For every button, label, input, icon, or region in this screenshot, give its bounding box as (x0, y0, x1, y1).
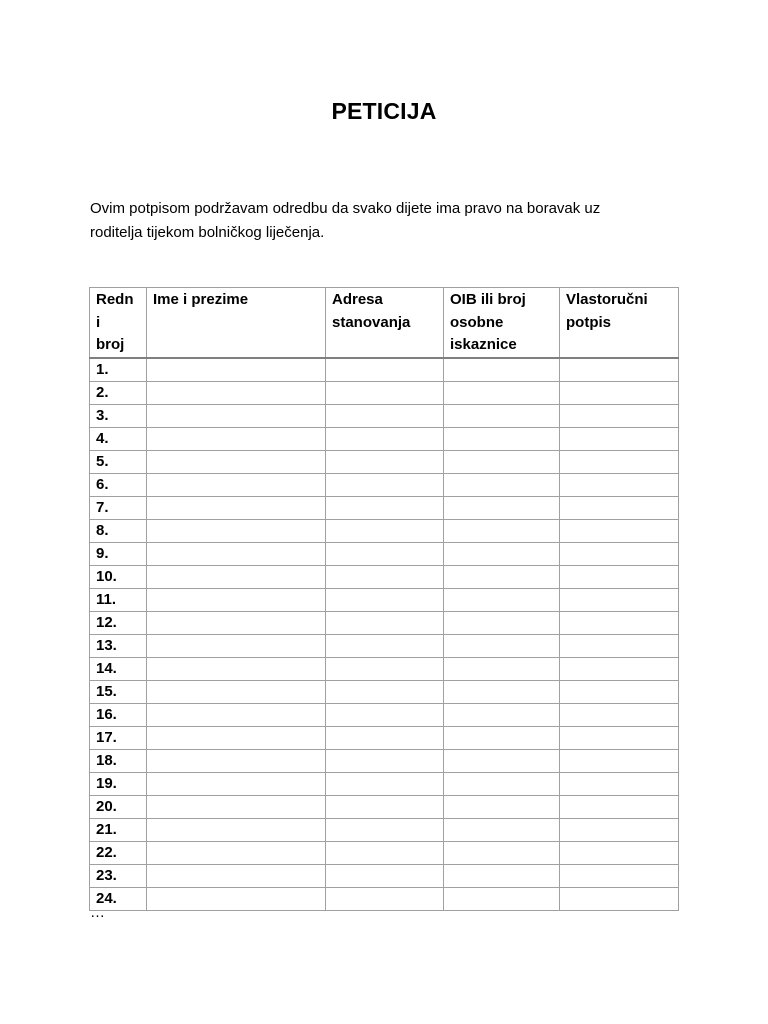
row-number: 9. (90, 542, 147, 565)
oib-cell (444, 680, 560, 703)
ime-i-prezime-cell (147, 726, 326, 749)
table-row (90, 818, 679, 841)
row-number: 23. (90, 864, 147, 887)
potpis-cell (560, 565, 679, 588)
table-row (90, 680, 679, 703)
potpis-cell (560, 749, 679, 772)
adresa-cell (326, 680, 444, 703)
header-ime-i-prezime (147, 288, 326, 358)
row-number: 14. (90, 657, 147, 680)
adresa-cell (326, 726, 444, 749)
ime-i-prezime-cell (147, 519, 326, 542)
ime-i-prezime-cell (147, 404, 326, 427)
potpis-cell (560, 588, 679, 611)
ime-i-prezime-cell (147, 841, 326, 864)
table-row (90, 703, 679, 726)
ime-i-prezime-cell (147, 795, 326, 818)
petition-statement (90, 197, 690, 245)
table-row (90, 542, 679, 565)
oib-cell (444, 634, 560, 657)
potpis-cell (560, 542, 679, 565)
row-number: 3. (90, 404, 147, 427)
potpis-cell (560, 358, 679, 382)
row-number: 20. (90, 795, 147, 818)
row-number: 10. (90, 565, 147, 588)
header-redni-broj (90, 288, 147, 358)
table-row (90, 864, 679, 887)
adresa-cell (326, 634, 444, 657)
oib-cell (444, 657, 560, 680)
row-number: 13. (90, 634, 147, 657)
ime-i-prezime-cell (147, 772, 326, 795)
row-number: 11. (90, 588, 147, 611)
header-line: osobne (450, 313, 504, 331)
adresa-cell (326, 427, 444, 450)
oib-cell (444, 887, 560, 910)
row-number: 8. (90, 519, 147, 542)
oib-cell (444, 381, 560, 404)
adresa-cell (326, 657, 444, 680)
table-row (90, 749, 679, 772)
table-row (90, 611, 679, 634)
adresa-cell (326, 611, 444, 634)
row-number: 19. (90, 772, 147, 795)
signature-table-header-row (90, 288, 679, 358)
ime-i-prezime-cell (147, 887, 326, 910)
table-row (90, 450, 679, 473)
ime-i-prezime-cell (147, 496, 326, 519)
header-line: Vlastoručni (566, 291, 648, 308)
row-number: 2. (90, 381, 147, 404)
row-number: 22. (90, 841, 147, 864)
table-row (90, 404, 679, 427)
table-row (90, 795, 679, 818)
table-row (90, 772, 679, 795)
potpis-cell (560, 496, 679, 519)
potpis-cell (560, 703, 679, 726)
table-row (90, 381, 679, 404)
oib-cell (444, 749, 560, 772)
adresa-cell (326, 887, 444, 910)
ime-i-prezime-cell (147, 450, 326, 473)
adresa-cell (326, 703, 444, 726)
ime-i-prezime-cell (147, 473, 326, 496)
table-row (90, 887, 679, 910)
ime-i-prezime-cell (147, 818, 326, 841)
potpis-cell (560, 404, 679, 427)
oib-cell (444, 473, 560, 496)
row-number: 12. (90, 611, 147, 634)
table-row (90, 657, 679, 680)
potpis-cell (560, 611, 679, 634)
row-number: 24. (90, 887, 147, 910)
ime-i-prezime-cell (147, 427, 326, 450)
header-vlastorucni-potpis (560, 288, 679, 358)
header-line: potpis (566, 313, 611, 331)
potpis-cell (560, 519, 679, 542)
table-row (90, 841, 679, 864)
adresa-cell (326, 450, 444, 473)
adresa-cell (326, 404, 444, 427)
row-number: 18. (90, 749, 147, 772)
row-number: 6. (90, 473, 147, 496)
row-number: 15. (90, 680, 147, 703)
signature-table (89, 287, 679, 911)
potpis-cell (560, 634, 679, 657)
row-number: 1. (90, 358, 147, 382)
adresa-cell (326, 588, 444, 611)
adresa-cell (326, 749, 444, 772)
adresa-cell (326, 473, 444, 496)
potpis-cell (560, 381, 679, 404)
table-row (90, 427, 679, 450)
table-row (90, 519, 679, 542)
header-oib (444, 288, 560, 358)
ime-i-prezime-cell (147, 542, 326, 565)
oib-cell (444, 519, 560, 542)
oib-cell (444, 864, 560, 887)
oib-cell (444, 818, 560, 841)
oib-cell (444, 588, 560, 611)
oib-cell (444, 611, 560, 634)
ime-i-prezime-cell (147, 381, 326, 404)
table-row (90, 565, 679, 588)
document-title: PETICIJA (331, 98, 437, 124)
header-line: OIB ili broj (450, 291, 526, 308)
oib-cell (444, 841, 560, 864)
oib-cell (444, 358, 560, 382)
oib-cell (444, 496, 560, 519)
table-row (90, 473, 679, 496)
table-row (90, 496, 679, 519)
header-line: broj (96, 336, 125, 353)
adresa-cell (326, 496, 444, 519)
header-line: stanovanja (332, 313, 411, 331)
potpis-cell (560, 887, 679, 910)
oib-cell (444, 427, 560, 450)
potpis-cell (560, 864, 679, 887)
ime-i-prezime-cell (147, 703, 326, 726)
adresa-cell (326, 864, 444, 887)
table-row (90, 358, 679, 382)
adresa-cell (326, 519, 444, 542)
petition-statement-line-1: Ovim potpisom podržavam odredbu da svako dijete ima pravo na boravak uz (90, 200, 601, 217)
header-line: Redn (96, 291, 134, 308)
potpis-cell (560, 473, 679, 496)
oib-cell (444, 795, 560, 818)
row-number: 16. (90, 703, 147, 726)
oib-cell (444, 726, 560, 749)
adresa-cell (326, 818, 444, 841)
row-number: 21. (90, 818, 147, 841)
adresa-cell (326, 565, 444, 588)
adresa-cell (326, 381, 444, 404)
potpis-cell (560, 427, 679, 450)
ime-i-prezime-cell (147, 611, 326, 634)
row-number: 17. (90, 726, 147, 749)
potpis-cell (560, 680, 679, 703)
adresa-cell (326, 795, 444, 818)
adresa-cell (326, 542, 444, 565)
ime-i-prezime-cell (147, 358, 326, 382)
ime-i-prezime-cell (147, 588, 326, 611)
petition-statement-line-2: roditelja tijekom bolničkog liječenja. (90, 224, 325, 241)
oib-cell (444, 542, 560, 565)
potpis-cell (560, 818, 679, 841)
oib-cell (444, 772, 560, 795)
potpis-cell (560, 726, 679, 749)
adresa-cell (326, 841, 444, 864)
potpis-cell (560, 450, 679, 473)
ime-i-prezime-cell (147, 864, 326, 887)
table-row (90, 726, 679, 749)
adresa-cell (326, 358, 444, 382)
continuation-ellipsis: … (90, 904, 105, 921)
ime-i-prezime-cell (147, 634, 326, 657)
row-number: 4. (90, 427, 147, 450)
oib-cell (444, 450, 560, 473)
header-line: i (96, 313, 101, 331)
header-line: Adresa (332, 291, 383, 308)
oib-cell (444, 703, 560, 726)
header-line: Ime i prezime (153, 291, 249, 308)
ime-i-prezime-cell (147, 749, 326, 772)
header-line: iskaznice (450, 336, 517, 353)
table-row (90, 588, 679, 611)
row-number: 5. (90, 450, 147, 473)
ime-i-prezime-cell (147, 680, 326, 703)
potpis-cell (560, 657, 679, 680)
potpis-cell (560, 795, 679, 818)
oib-cell (444, 565, 560, 588)
potpis-cell (560, 772, 679, 795)
table-row (90, 634, 679, 657)
oib-cell (444, 404, 560, 427)
ime-i-prezime-cell (147, 657, 326, 680)
potpis-cell (560, 841, 679, 864)
header-adresa-stanovanja (326, 288, 444, 358)
adresa-cell (326, 772, 444, 795)
row-number: 7. (90, 496, 147, 519)
ime-i-prezime-cell (147, 565, 326, 588)
